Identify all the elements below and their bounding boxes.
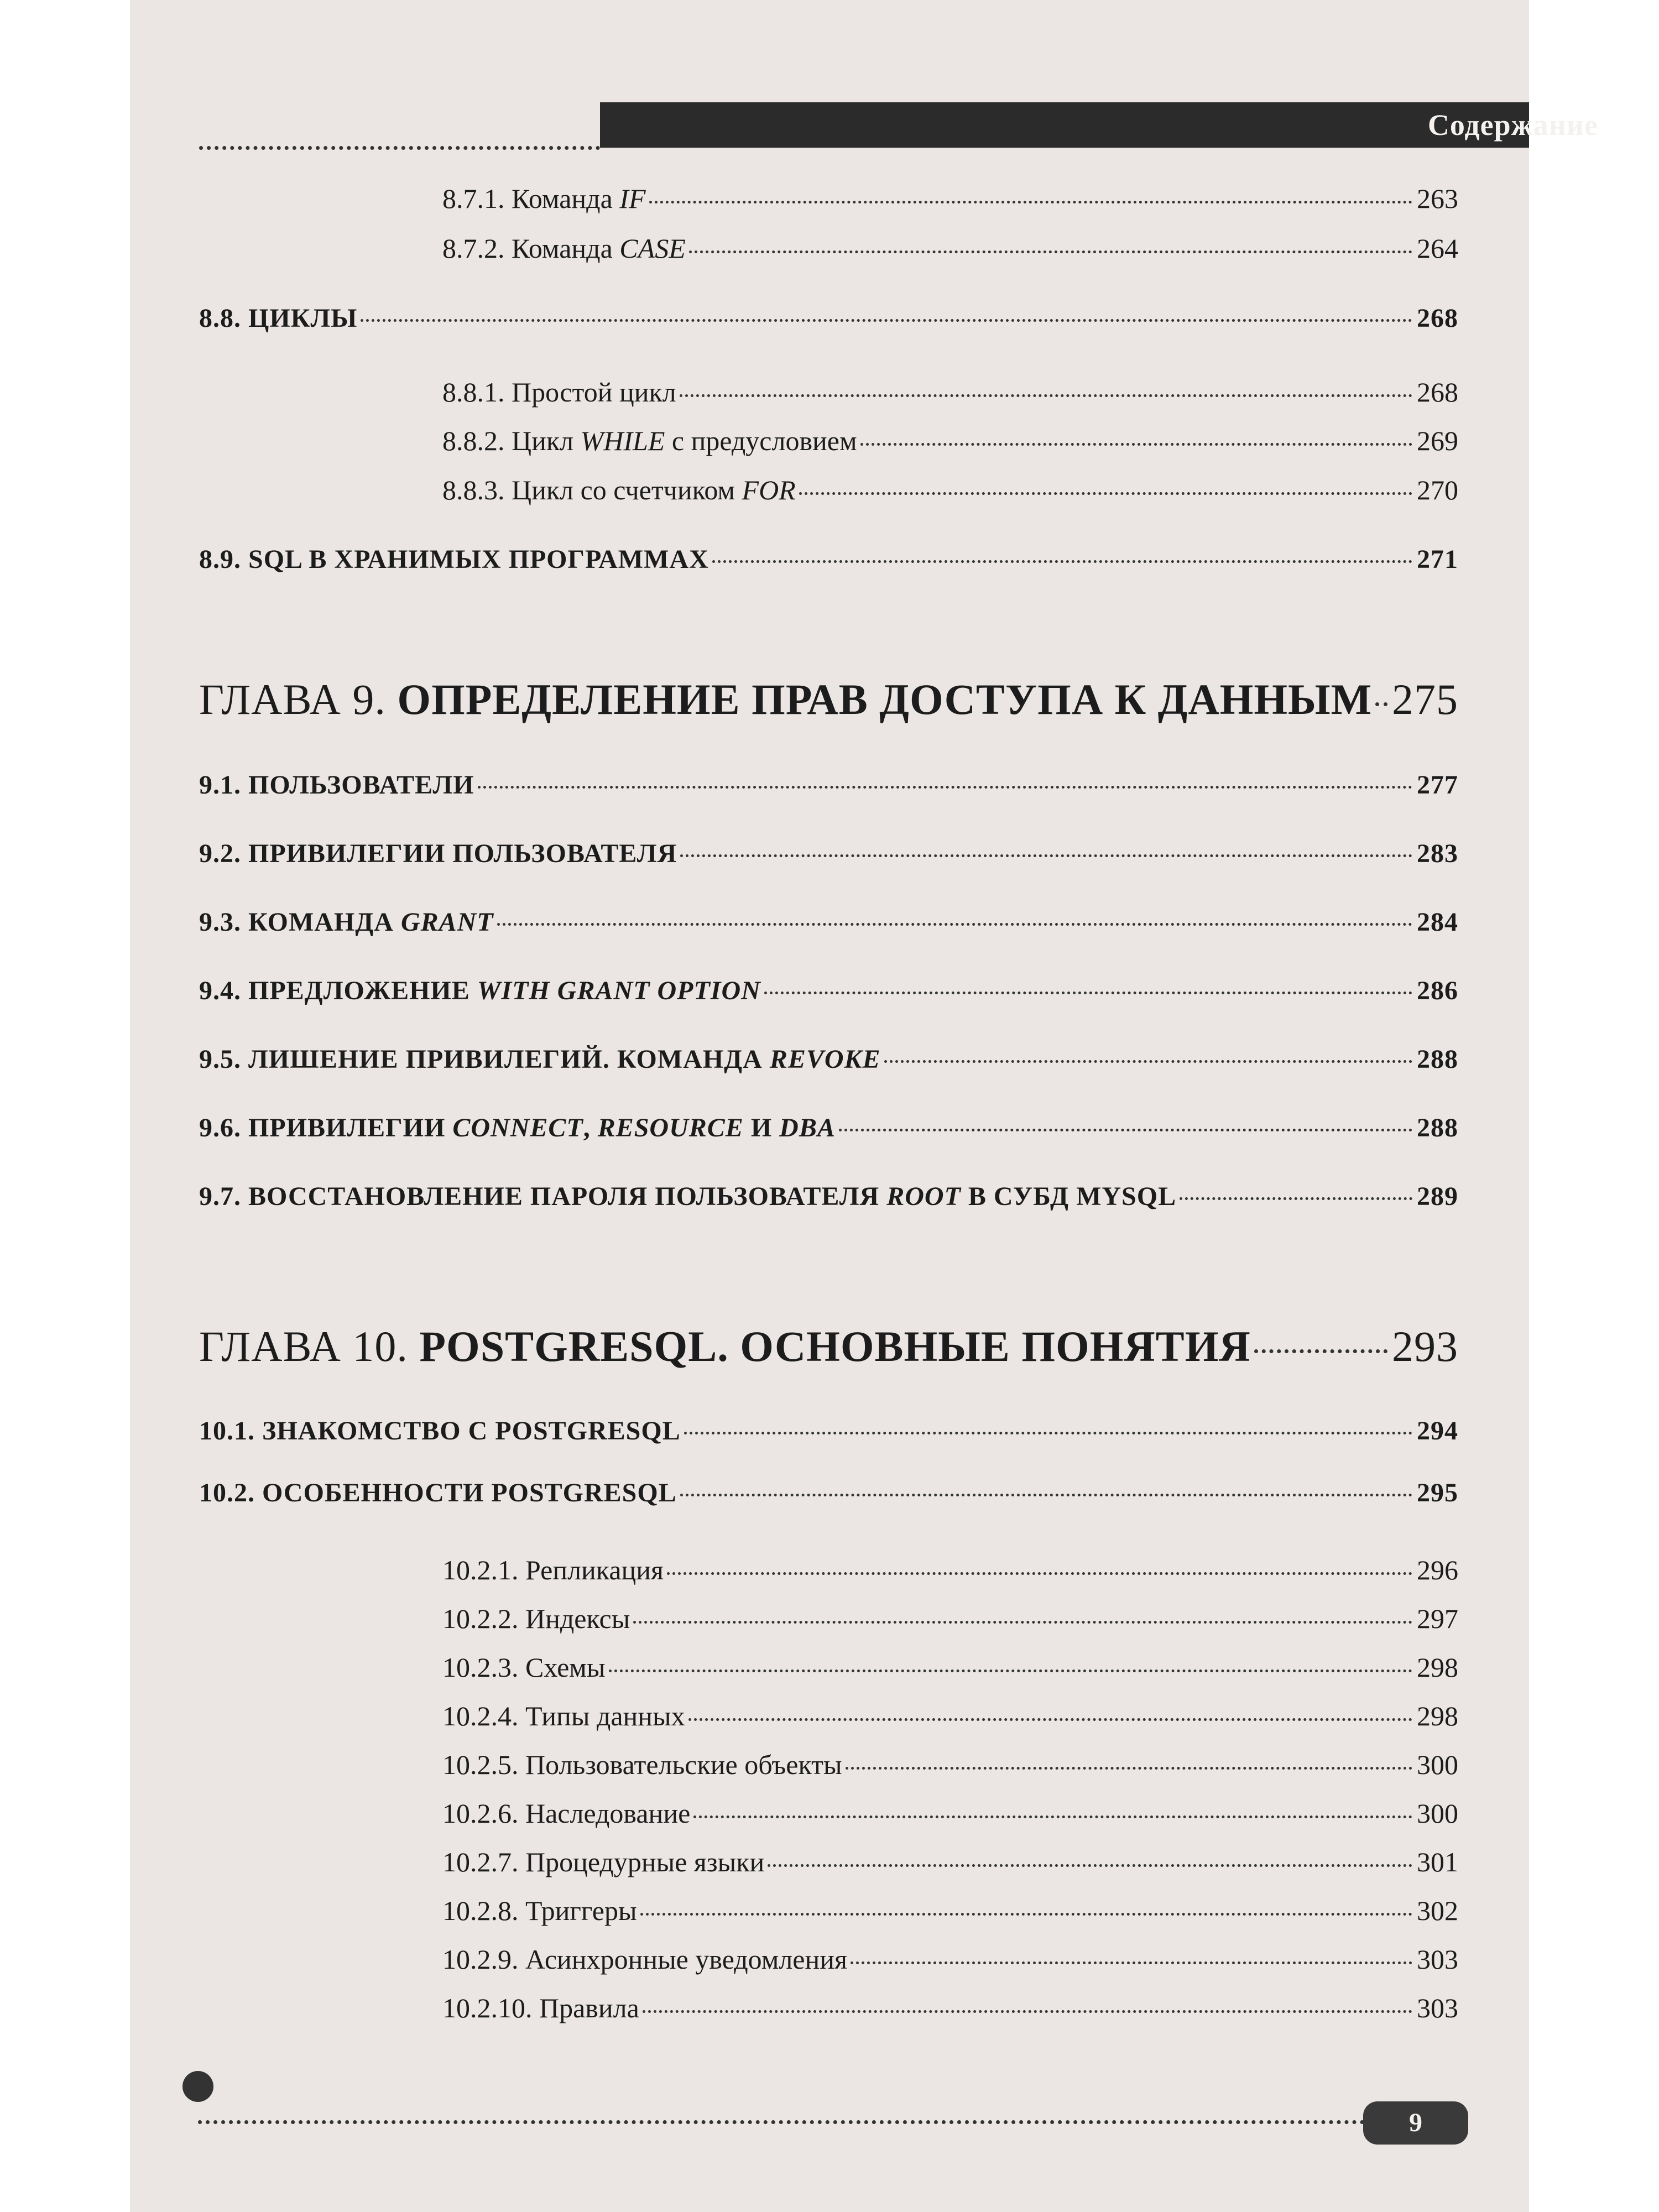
toc-section-row[interactable]	[199, 1044, 1458, 1074]
toc-entry-title	[199, 975, 761, 1006]
toc-title-text: 9.5. ЛИШЕНИЕ ПРИВИЛЕГИЙ. КОМАНДА	[199, 1045, 770, 1074]
toc-page-number: 288	[1417, 1045, 1458, 1074]
toc-subsection-row[interactable]	[442, 1554, 1458, 1586]
toc-leader-dots	[643, 2010, 1412, 2013]
toc-entry-title	[199, 1416, 681, 1446]
toc-entry-title	[442, 1943, 847, 1975]
toc-page-number: 263	[1417, 183, 1458, 214]
toc-leader-dots	[851, 1961, 1412, 1964]
toc-leader-dots	[860, 443, 1412, 446]
toc-page-number: 300	[1417, 1798, 1458, 1829]
footer-bullet-dot	[182, 2071, 213, 2102]
toc-page-number: 270	[1417, 474, 1458, 505]
toc-title-keyword: DBA	[779, 1113, 836, 1142]
toc-page-number: 283	[1417, 839, 1458, 868]
toc-page-number: 264	[1417, 233, 1458, 264]
toc-title-keyword: FOR	[742, 474, 796, 505]
toc-section-row[interactable]	[199, 770, 1458, 800]
toc-page-number: 288	[1417, 1113, 1458, 1142]
toc-page-number: 294	[1417, 1416, 1458, 1446]
toc-page-number: 277	[1417, 770, 1458, 800]
toc-title-keyword: ROOT	[886, 1182, 961, 1211]
toc-title-text: 9.6. ПРИВИЛЕГИИ	[199, 1113, 453, 1142]
toc-page-number: 275	[1392, 675, 1458, 723]
toc-page-number: 293	[1392, 1322, 1458, 1370]
toc-subsection-row[interactable]	[442, 1700, 1458, 1732]
toc-title-text: 10.2.1. Репликация	[442, 1554, 664, 1585]
toc-entry-title	[199, 544, 709, 575]
toc-title-text: 10.2.6. Наследование	[442, 1798, 691, 1829]
toc-title-keyword: GRANT	[400, 907, 494, 937]
toc-page-number: 295	[1417, 1478, 1458, 1507]
toc-subsection-row[interactable]	[442, 1992, 1458, 2024]
toc-entry-title	[442, 1554, 664, 1586]
toc-page-number: 297	[1417, 1603, 1458, 1634]
toc-entry-title	[199, 1113, 836, 1143]
toc-page-number: 298	[1417, 1652, 1458, 1683]
toc-leader-dots	[1254, 1349, 1387, 1353]
toc-leader-dots	[839, 1129, 1412, 1131]
toc-section-row[interactable]	[199, 975, 1458, 1006]
page-number: 9	[1363, 2101, 1468, 2145]
toc-leader-dots	[768, 1864, 1412, 1867]
toc-leader-dots	[640, 1913, 1412, 1916]
toc-leader-dots	[361, 319, 1412, 322]
toc-page-number: 269	[1417, 425, 1458, 456]
toc-entry-title	[442, 474, 796, 506]
toc-leader-dots	[1180, 1197, 1412, 1200]
toc-entry-title	[442, 425, 857, 457]
toc-entry-title	[442, 1651, 606, 1683]
header-title: Содержание	[1427, 108, 1598, 142]
toc-subsection-row[interactable]	[442, 474, 1458, 506]
toc-entry-title	[442, 182, 646, 215]
toc-subsection-row[interactable]	[442, 232, 1458, 264]
toc-section-row[interactable]	[199, 1478, 1458, 1508]
toc-subsection-row[interactable]	[442, 1749, 1458, 1781]
toc-title-text: 10.2.8. Триггеры	[442, 1895, 637, 1926]
toc-title-text: 8.8.2. Цикл	[442, 425, 581, 456]
toc-title-keyword: REVOKE	[769, 1045, 881, 1074]
toc-leader-dots	[680, 1494, 1412, 1496]
toc-section-row[interactable]	[199, 303, 1458, 333]
toc-title-text: 9.4. ПРЕДЛОЖЕНИЕ	[199, 976, 477, 1005]
toc-subsection-row[interactable]	[442, 1797, 1458, 1829]
toc-page-number: 296	[1417, 1554, 1458, 1585]
toc-section-row[interactable]	[199, 1416, 1458, 1446]
toc-title-text: ,	[583, 1113, 598, 1142]
toc-entry-title	[442, 1700, 685, 1732]
toc-entry-title	[199, 1322, 1251, 1371]
toc-leader-dots	[764, 992, 1412, 994]
toc-title-text: 9.7. ВОССТАНОВЛЕНИЕ ПАРОЛЯ ПОЛЬЗОВАТЕЛЯ	[199, 1182, 887, 1211]
toc-entry-title	[442, 1895, 637, 1927]
toc-page-number: 303	[1417, 1992, 1458, 2023]
header-bar	[600, 102, 1529, 148]
toc-title-text: 10.2.2. Индексы	[442, 1603, 630, 1634]
toc-title-text: 10.2.9. Асинхронные уведомления	[442, 1944, 848, 1975]
toc-subsection-row[interactable]	[442, 1895, 1458, 1927]
toc-page-number: 271	[1417, 545, 1458, 574]
toc-entry-title	[199, 303, 357, 333]
toc-entry-title	[199, 1478, 677, 1508]
toc-title-text: И	[743, 1113, 780, 1142]
toc-leader-dots	[693, 1815, 1412, 1818]
toc-title-text: 9.1. ПОЛЬЗОВАТЕЛИ	[199, 770, 474, 800]
toc-entry-title	[199, 1044, 881, 1074]
toc-subsection-row[interactable]	[442, 1943, 1458, 1975]
toc-title-keyword: WHILE	[580, 425, 665, 456]
toc-title-text: 10.2.10. Правила	[442, 1992, 639, 2023]
toc-subsection-row[interactable]	[442, 1603, 1458, 1635]
toc-title-text: 8.8.3. Цикл со счетчиком	[442, 474, 742, 505]
toc-chapter-row[interactable]	[199, 675, 1458, 724]
toc-title-text: 9.2. ПРИВИЛЕГИИ ПОЛЬЗОВАТЕЛЯ	[199, 839, 677, 868]
toc-section-row[interactable]	[199, 907, 1458, 937]
toc-title-keyword: CONNECT	[452, 1113, 583, 1142]
toc-subsection-row[interactable]	[442, 425, 1458, 457]
toc-page-number: 284	[1417, 907, 1458, 937]
header-dotted-rule	[199, 146, 600, 150]
toc-entry-title	[442, 1749, 842, 1781]
toc-subsection-row[interactable]	[442, 376, 1458, 408]
toc-leader-dots	[680, 854, 1412, 857]
toc-title-text: ГЛАВА 10.	[199, 1322, 420, 1370]
toc-page-number: 268	[1417, 304, 1458, 333]
toc-title-text: В СУБД MYSQL	[961, 1182, 1177, 1211]
toc-section-row[interactable]	[199, 1113, 1458, 1143]
toc-leader-dots	[478, 786, 1412, 789]
toc-entry-title	[442, 1797, 690, 1829]
toc-section-row[interactable]	[199, 1181, 1458, 1212]
toc-chapter-name: POSTGRESQL. ОСНОВНЫЕ ПОНЯТИЯ	[419, 1322, 1251, 1370]
toc-title-keyword: CASE	[619, 233, 686, 264]
toc-page-number: 303	[1417, 1944, 1458, 1975]
toc-title-text: 8.8. ЦИКЛЫ	[199, 304, 358, 333]
toc-page-number: 286	[1417, 976, 1458, 1005]
toc-title-keyword: WITH GRANT OPTION	[477, 976, 761, 1005]
toc-chapter-row[interactable]	[199, 1322, 1458, 1371]
toc-title-text: 10.1. ЗНАКОМСТВО С POSTGRESQL	[199, 1416, 681, 1446]
toc-page-number: 298	[1417, 1700, 1458, 1731]
toc-leader-dots	[609, 1670, 1412, 1672]
toc-entry-title	[199, 907, 494, 937]
toc-section-row[interactable]	[199, 544, 1458, 575]
toc-leader-dots	[688, 1718, 1412, 1721]
toc-leader-dots	[633, 1621, 1412, 1624]
toc-leader-dots	[497, 923, 1412, 926]
toc-page-number: 289	[1417, 1182, 1458, 1211]
toc-section-row[interactable]	[199, 838, 1458, 869]
toc-title-keyword: RESOURCE	[597, 1113, 744, 1142]
toc-title-text: 8.7.1. Команда	[442, 183, 620, 214]
toc-title-text: 8.9. SQL В ХРАНИМЫХ ПРОГРАММАХ	[199, 545, 709, 574]
toc-title-text: 10.2. ОСОБЕННОСТИ POSTGRESQL	[199, 1478, 677, 1507]
toc-subsection-row[interactable]	[442, 1651, 1458, 1683]
toc-title-text: 8.8.1. Простой цикл	[442, 377, 676, 408]
toc-page-number: 300	[1417, 1749, 1458, 1780]
toc-entry-title	[442, 1603, 630, 1635]
toc-leader-dots	[680, 394, 1412, 397]
toc-entry-title	[442, 1992, 639, 2024]
toc-title-text: 10.2.3. Схемы	[442, 1652, 606, 1683]
toc-title-text: 10.2.5. Пользовательские объекты	[442, 1749, 842, 1780]
toc-entry-title	[199, 675, 1372, 724]
toc-leader-dots	[689, 251, 1412, 253]
toc-subsection-row[interactable]	[442, 182, 1458, 215]
toc-entry-title	[199, 1181, 1176, 1212]
toc-title-keyword: IF	[619, 183, 646, 214]
toc-leader-dots	[712, 560, 1412, 563]
toc-title-text: с предусловием	[665, 425, 857, 456]
toc-entry-title	[442, 1846, 764, 1878]
footer-dotted-rule	[198, 2120, 1365, 2124]
toc-leader-dots	[884, 1060, 1412, 1063]
toc-title-text: 10.2.4. Типы данных	[442, 1700, 685, 1731]
toc-title-text: 10.2.7. Процедурные языки	[442, 1846, 765, 1877]
toc-chapter-name: ОПРЕДЕЛЕНИЕ ПРАВ ДОСТУПА К ДАННЫМ	[397, 675, 1373, 723]
toc-leader-dots	[649, 201, 1413, 204]
toc-title-text: ГЛАВА 9.	[199, 675, 398, 723]
toc-entry-title	[199, 838, 677, 869]
toc-leader-dots	[684, 1432, 1412, 1434]
toc-leader-dots	[846, 1767, 1412, 1770]
toc-entry-title	[442, 376, 676, 408]
toc-page-number: 268	[1417, 377, 1458, 408]
toc-page-number: 301	[1417, 1846, 1458, 1877]
toc-entry-title	[442, 232, 686, 264]
toc-subsection-row[interactable]	[442, 1846, 1458, 1878]
toc-title-text: 9.3. КОМАНДА	[199, 907, 401, 937]
toc-leader-dots	[667, 1572, 1412, 1575]
toc-entry-title	[199, 770, 474, 800]
toc-leader-dots	[1375, 702, 1387, 706]
toc-leader-dots	[799, 492, 1412, 495]
toc-page-number: 302	[1417, 1895, 1458, 1926]
toc-title-text: 8.7.2. Команда	[442, 233, 620, 264]
